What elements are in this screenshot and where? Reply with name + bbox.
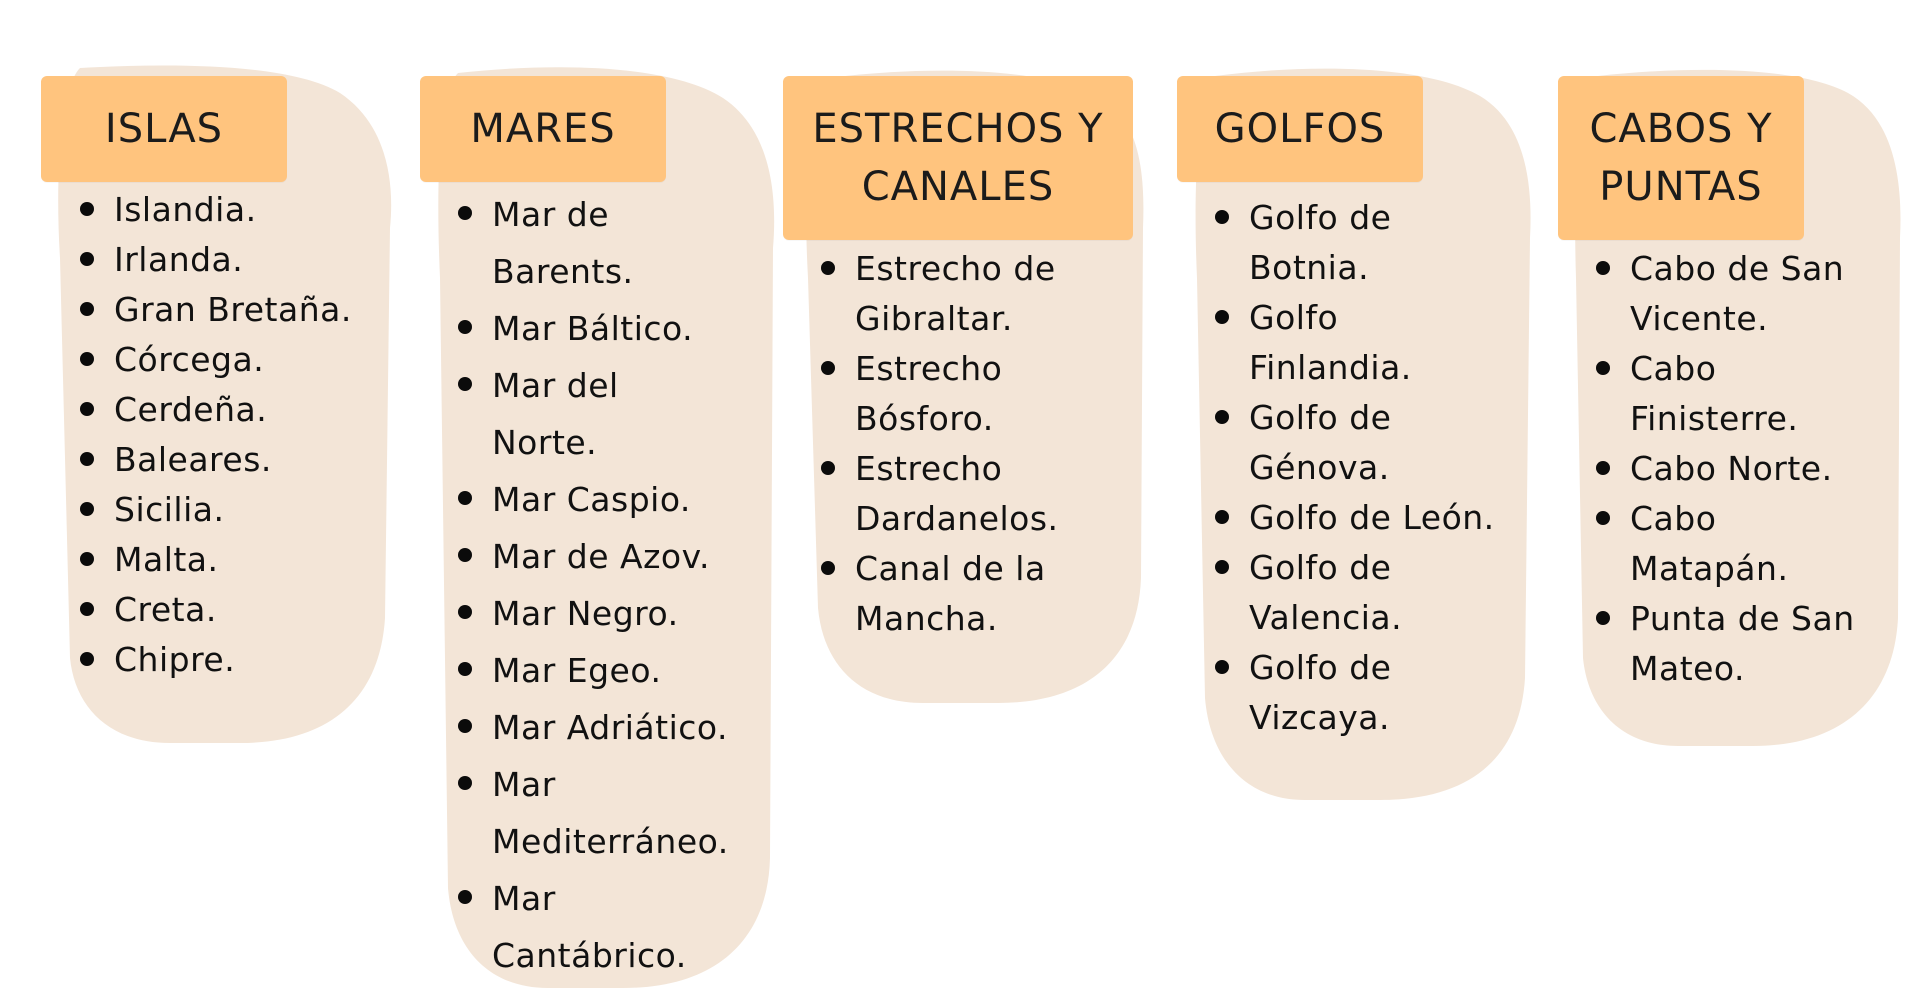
header-cabos-y-puntas — [1558, 76, 1804, 240]
list-item: Cerdeña. — [60, 385, 400, 435]
list-item: Mar Adriático. — [438, 699, 728, 756]
header-line: ISLAS — [104, 106, 224, 152]
list-item: Malta. — [60, 535, 400, 585]
header-line: ESTRECHOS Y — [812, 106, 1104, 152]
list-item: Chipre. — [60, 635, 400, 685]
list-item: Estrecho de Gibraltar. — [801, 244, 1101, 344]
list-cabos-y-puntas — [1576, 244, 1876, 694]
list-islas — [60, 185, 400, 685]
list-item: Golfo de Génova. — [1195, 393, 1505, 493]
list-item: Mar del Norte. — [438, 357, 728, 471]
column-islas — [40, 58, 400, 748]
list-item: Cabo de San Vicente. — [1576, 244, 1876, 344]
list-item: Mar Cantábrico. — [438, 870, 728, 984]
list-item: Islandia. — [60, 185, 400, 235]
list-item: Irlanda. — [60, 235, 400, 285]
list-item: Cabo Norte. — [1576, 444, 1876, 494]
column-estrechos-y-canales — [783, 58, 1148, 708]
list-item: Sicilia. — [60, 485, 400, 535]
list-mares — [438, 186, 728, 984]
list-item: Cabo Finisterre. — [1576, 344, 1876, 444]
list-item: Golfo de Botnia. — [1195, 193, 1505, 293]
header-mares — [420, 76, 666, 182]
header-golfos — [1177, 76, 1423, 182]
header-islas — [41, 76, 287, 182]
column-mares — [418, 58, 778, 990]
list-item: Mar Caspio. — [438, 471, 728, 528]
list-item: Punta de San Mateo. — [1576, 594, 1876, 694]
list-item: Gran Bretaña. — [60, 285, 400, 335]
list-item: Mar Negro. — [438, 585, 728, 642]
header-line: GOLFOS — [1214, 106, 1386, 152]
list-item: Mar de Barents. — [438, 186, 728, 300]
header-estrechos-y-canales — [783, 76, 1133, 240]
list-item: Mar Báltico. — [438, 300, 728, 357]
list-item: Golfo de Valencia. — [1195, 543, 1505, 643]
list-item: Estrecho Dardanelos. — [801, 444, 1101, 544]
list-item: Canal de la Mancha. — [801, 544, 1101, 644]
list-item: Mar de Azov. — [438, 528, 728, 585]
header-line: MARES — [470, 106, 616, 152]
list-item: Mar Egeo. — [438, 642, 728, 699]
list-item: Golfo de León. — [1195, 493, 1505, 543]
list-item: Baleares. — [60, 435, 400, 485]
list-item: Cabo Matapán. — [1576, 494, 1876, 594]
list-item: Golfo de Vizcaya. — [1195, 643, 1505, 743]
column-golfos — [1175, 58, 1535, 804]
list-item: Estrecho Bósforo. — [801, 344, 1101, 444]
column-cabos-y-puntas — [1558, 58, 1903, 748]
header-line: PUNTAS — [1599, 164, 1763, 210]
list-item: Creta. — [60, 585, 400, 635]
header-line: CANALES — [861, 164, 1055, 210]
list-golfos — [1195, 193, 1505, 743]
list-estrechos-y-canales — [801, 244, 1101, 644]
header-line: CABOS Y — [1589, 106, 1773, 152]
list-item: Mar Mediterráneo. — [438, 756, 728, 870]
list-item: Córcega. — [60, 335, 400, 385]
list-item: Golfo Finlandia. — [1195, 293, 1505, 393]
